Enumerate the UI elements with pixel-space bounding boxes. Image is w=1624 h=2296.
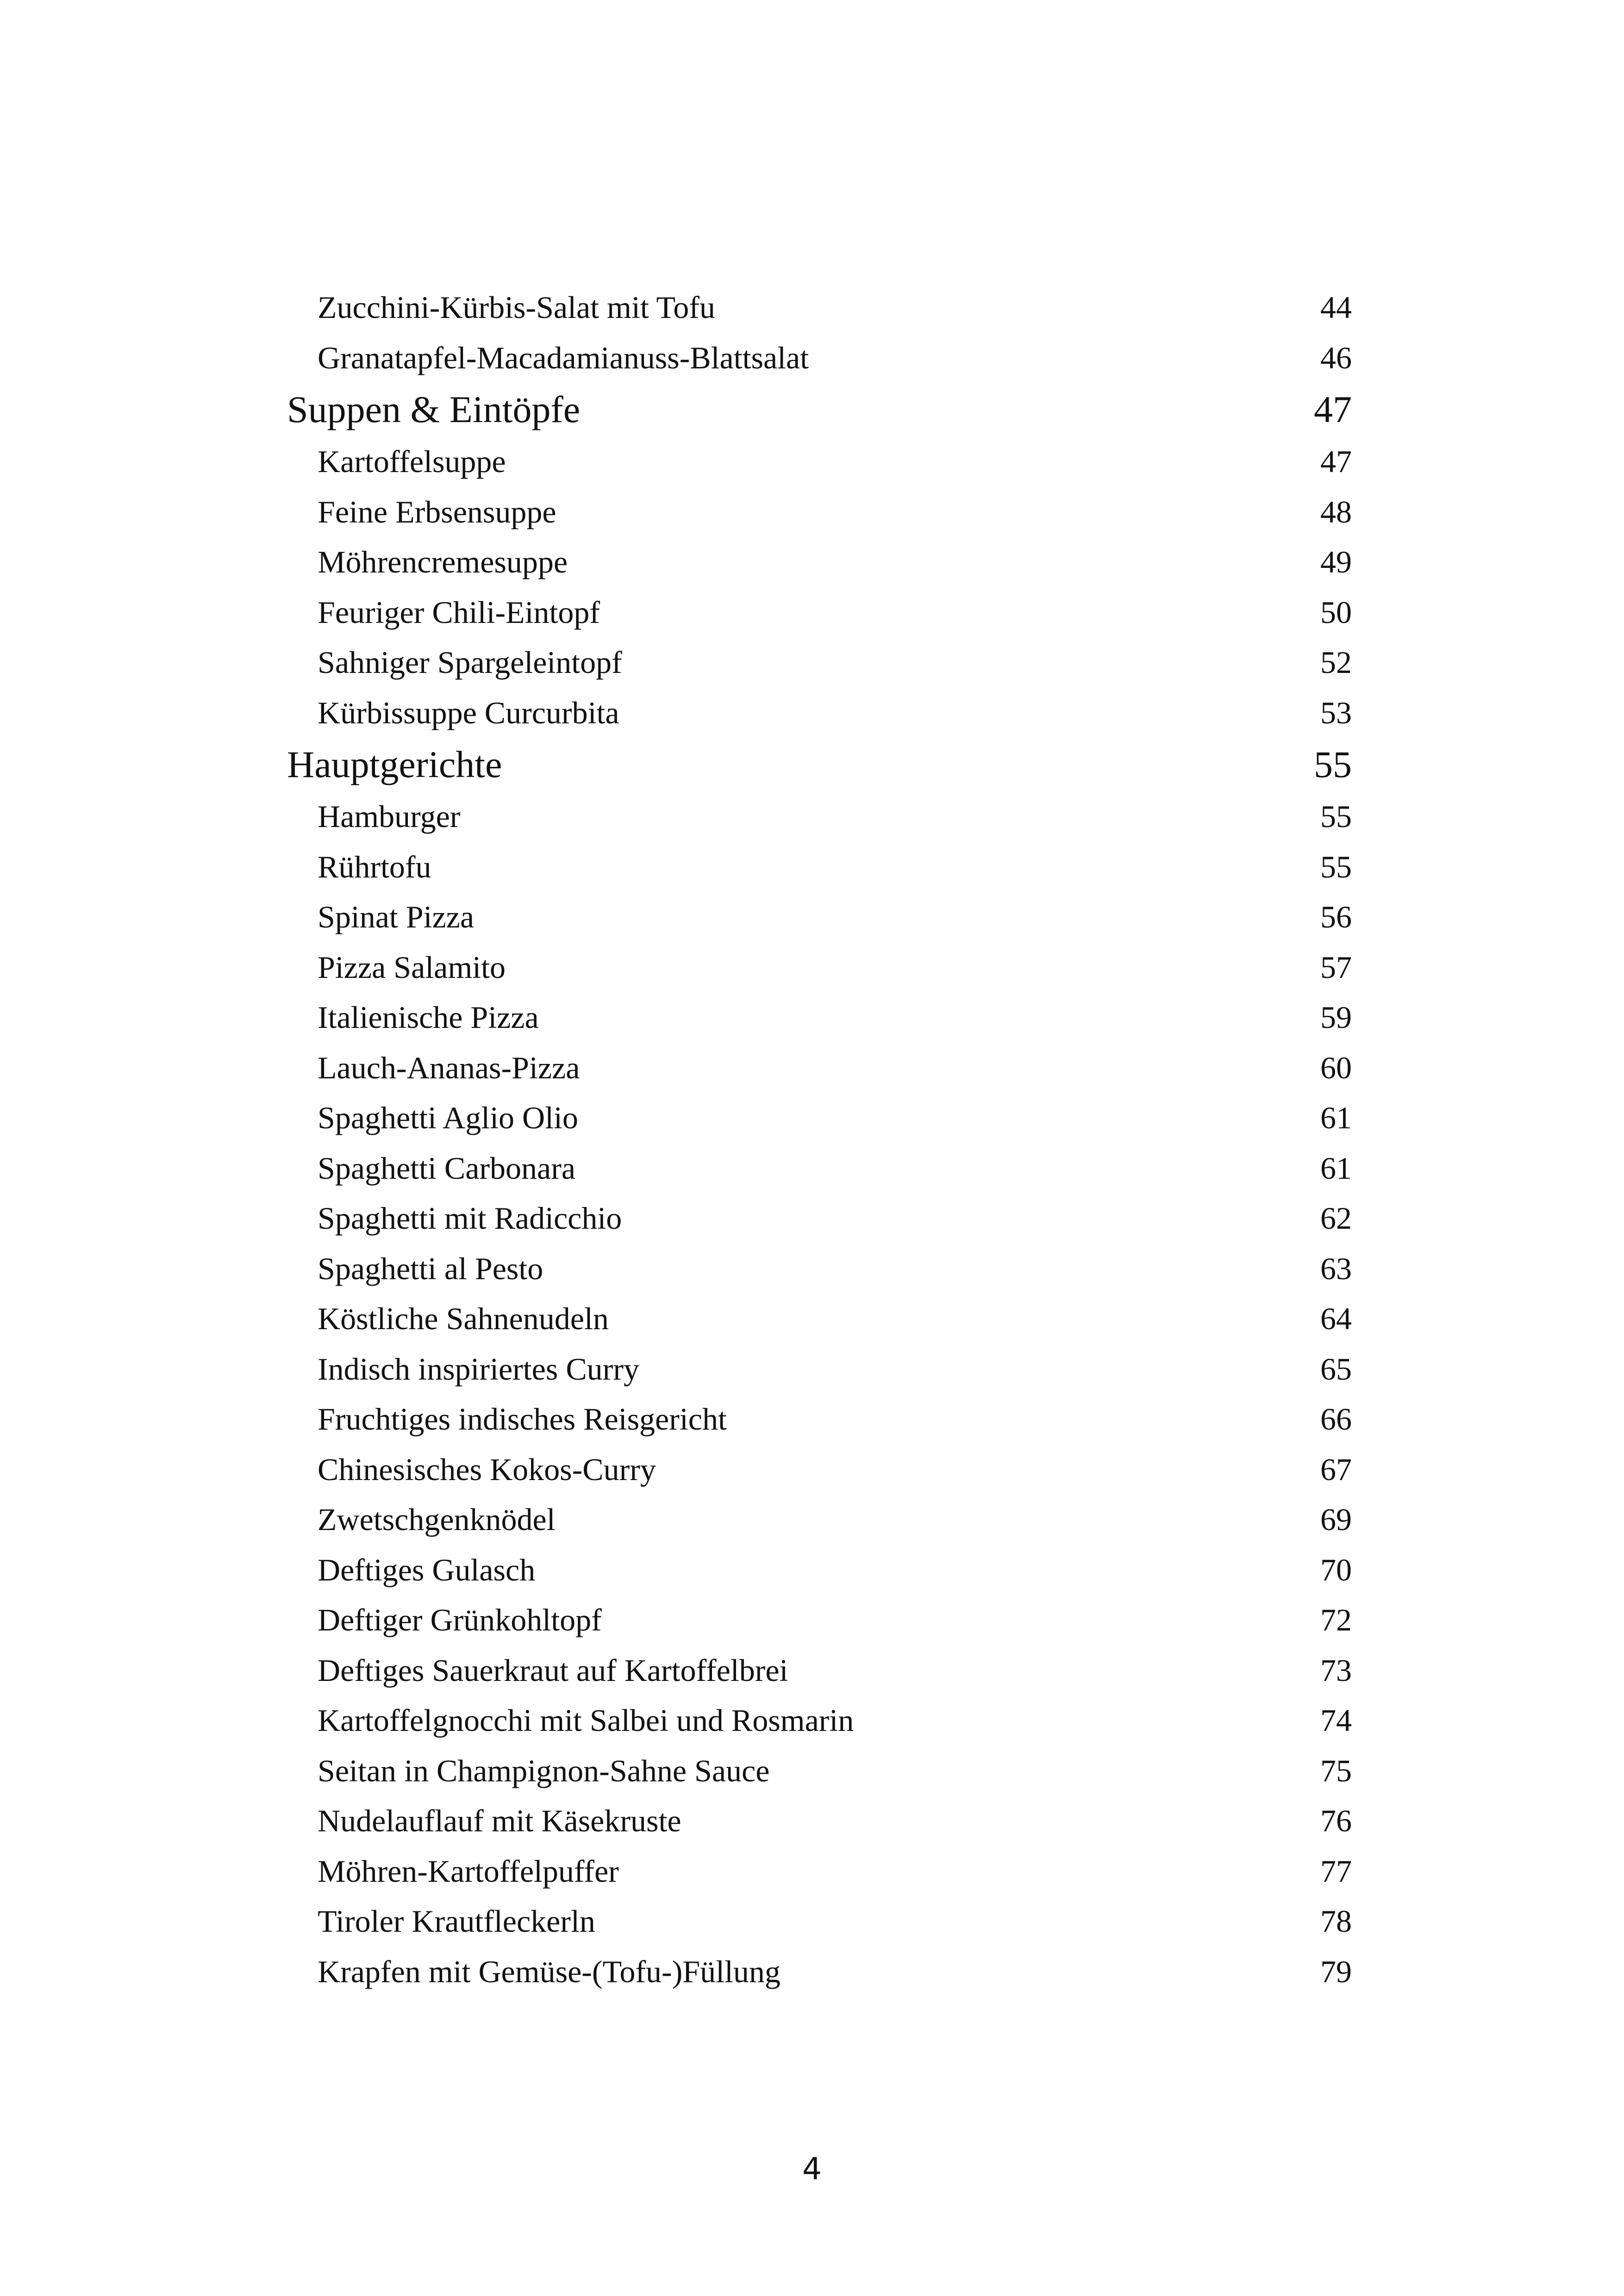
toc-entry-title: Lauch-Ananas-Pizza (318, 1050, 580, 1085)
toc-entry-title: Kartoffelsuppe (318, 444, 506, 479)
toc-entry (287, 1344, 1352, 1394)
toc-page-number: 63 (1320, 1251, 1352, 1286)
toc-entry-title: Kartoffelgnocchi mit Salbei und Rosmarin (318, 1703, 854, 1738)
toc-entry (287, 1093, 1352, 1143)
toc-entry (287, 1896, 1352, 1947)
toc-entry (287, 1193, 1352, 1244)
toc-entry (287, 537, 1352, 587)
toc-page-number: 70 (1320, 1552, 1352, 1587)
toc-section-heading (287, 383, 1352, 436)
toc-entry-title: Feine Erbsensuppe (318, 494, 556, 529)
toc-entry-title: Möhren-Kartoffelpuffer (318, 1853, 619, 1889)
toc-entry (287, 1746, 1352, 1796)
toc-page-number: 65 (1320, 1351, 1352, 1387)
toc-page-number: 48 (1320, 494, 1352, 529)
toc-page-number: 76 (1320, 1803, 1352, 1838)
toc-entry-title: Zwetschgenknödel (318, 1502, 556, 1537)
toc-page-number: 73 (1320, 1652, 1352, 1688)
toc-entry-title: Krapfen mit Gemüse-(Tofu-)Füllung (318, 1954, 781, 1989)
toc-entry-title: Sahniger Spargeleintopf (318, 645, 622, 680)
toc-page-number: 47 (1320, 444, 1352, 479)
toc-page-number: 75 (1320, 1753, 1352, 1788)
toc-entry-title: Italienische Pizza (318, 1000, 539, 1035)
toc-entry (287, 1244, 1352, 1294)
toc-entry-title: Hamburger (318, 799, 461, 834)
toc-entry (287, 892, 1352, 942)
toc-page-number: 64 (1320, 1301, 1352, 1336)
toc-entry-title: Indisch inspiriertes Curry (318, 1351, 639, 1387)
toc-entry-title: Fruchtiges indisches Reisgericht (318, 1401, 727, 1437)
toc-entry (287, 842, 1352, 892)
toc-page-number: 55 (1320, 799, 1352, 834)
toc-page-number: 62 (1320, 1201, 1352, 1236)
toc-entry-title: Spaghetti mit Radicchio (318, 1201, 622, 1236)
toc-page-number: 79 (1320, 1954, 1352, 1989)
toc-entry (287, 791, 1352, 842)
toc-entry (287, 688, 1352, 738)
toc-page-number: 47 (1314, 388, 1352, 430)
toc-section-heading (287, 738, 1352, 791)
toc-entry (287, 1947, 1352, 1997)
toc-page-number: 50 (1320, 594, 1352, 630)
toc-page-number: 67 (1320, 1451, 1352, 1487)
toc-entry-title: Rührtofu (318, 849, 431, 884)
toc-entry-title: Nudelauflauf mit Käsekruste (318, 1803, 681, 1838)
toc-page-number: 55 (1314, 743, 1352, 785)
toc-entry (287, 1494, 1352, 1545)
toc-page-number: 46 (1320, 340, 1352, 375)
toc-entry (287, 487, 1352, 537)
toc-entry (287, 1143, 1352, 1194)
toc-entry-title: Feuriger Chili-Eintopf (318, 594, 600, 630)
toc-entry-title: Kürbissuppe Curcurbita (318, 695, 619, 730)
toc-entry-title: Pizza Salamito (318, 949, 506, 985)
toc-page-number: 78 (1320, 1904, 1352, 1939)
toc-entry (287, 1043, 1352, 1093)
toc-page-number: 69 (1320, 1502, 1352, 1537)
toc-page-number: 56 (1320, 899, 1352, 934)
page-number: 4 (802, 2151, 822, 2187)
toc-page-number: 66 (1320, 1401, 1352, 1437)
toc-entry-title: Deftiges Gulasch (318, 1552, 536, 1587)
toc-entry (287, 333, 1352, 383)
toc-entry-title: Seitan in Champignon-Sahne Sauce (318, 1753, 770, 1788)
toc-page-number: 57 (1320, 949, 1352, 985)
toc-page-number: 52 (1320, 645, 1352, 680)
toc-section-title: Suppen & Eintöpfe (287, 388, 581, 430)
toc-entry-title: Spaghetti Carbonara (318, 1150, 576, 1186)
toc-page-number: 61 (1320, 1100, 1352, 1135)
toc-entry (287, 1796, 1352, 1846)
toc-page-number: 72 (1320, 1602, 1352, 1637)
toc-entry (287, 587, 1352, 638)
toc-page-number: 44 (1320, 290, 1352, 325)
toc-entry (287, 992, 1352, 1043)
toc-page-number: 49 (1320, 544, 1352, 579)
table-of-contents (287, 282, 1352, 1997)
toc-entry-title: Spaghetti Aglio Olio (318, 1100, 578, 1135)
toc-entry-title: Spinat Pizza (318, 899, 475, 934)
toc-entry-title: Möhrencremesuppe (318, 544, 568, 579)
toc-entry (287, 1846, 1352, 1897)
toc-page-number: 60 (1320, 1050, 1352, 1085)
toc-page-number: 77 (1320, 1853, 1352, 1889)
toc-entry (287, 1444, 1352, 1495)
toc-entry (287, 942, 1352, 993)
toc-entry-title: Spaghetti al Pesto (318, 1251, 543, 1286)
toc-entry-title: Köstliche Sahnenudeln (318, 1301, 609, 1336)
toc-page-number: 55 (1320, 849, 1352, 884)
toc-entry (287, 1545, 1352, 1595)
toc-entry-title: Deftiger Grünkohltopf (318, 1602, 602, 1637)
toc-section-title: Hauptgerichte (287, 743, 502, 785)
toc-page-number: 53 (1320, 695, 1352, 730)
toc-entry-title: Zucchini-Kürbis-Salat mit Tofu (318, 290, 715, 325)
toc-entry (287, 282, 1352, 333)
toc-entry-title: Granatapfel-Macadamianuss-Blattsalat (318, 340, 809, 375)
toc-entry-title: Chinesisches Kokos-Curry (318, 1451, 656, 1487)
toc-entry (287, 1645, 1352, 1696)
toc-entry (287, 1394, 1352, 1444)
toc-entry-title: Deftiges Sauerkraut auf Kartoffelbrei (318, 1652, 788, 1688)
toc-page-number: 61 (1320, 1150, 1352, 1186)
toc-page-number: 59 (1320, 1000, 1352, 1035)
toc-entry (287, 436, 1352, 487)
toc-page-number: 74 (1320, 1703, 1352, 1738)
toc-entry (287, 1294, 1352, 1344)
toc-entry (287, 637, 1352, 688)
toc-entry (287, 1595, 1352, 1645)
toc-entry (287, 1695, 1352, 1746)
toc-entry-title: Tiroler Krautfleckerln (318, 1904, 595, 1939)
